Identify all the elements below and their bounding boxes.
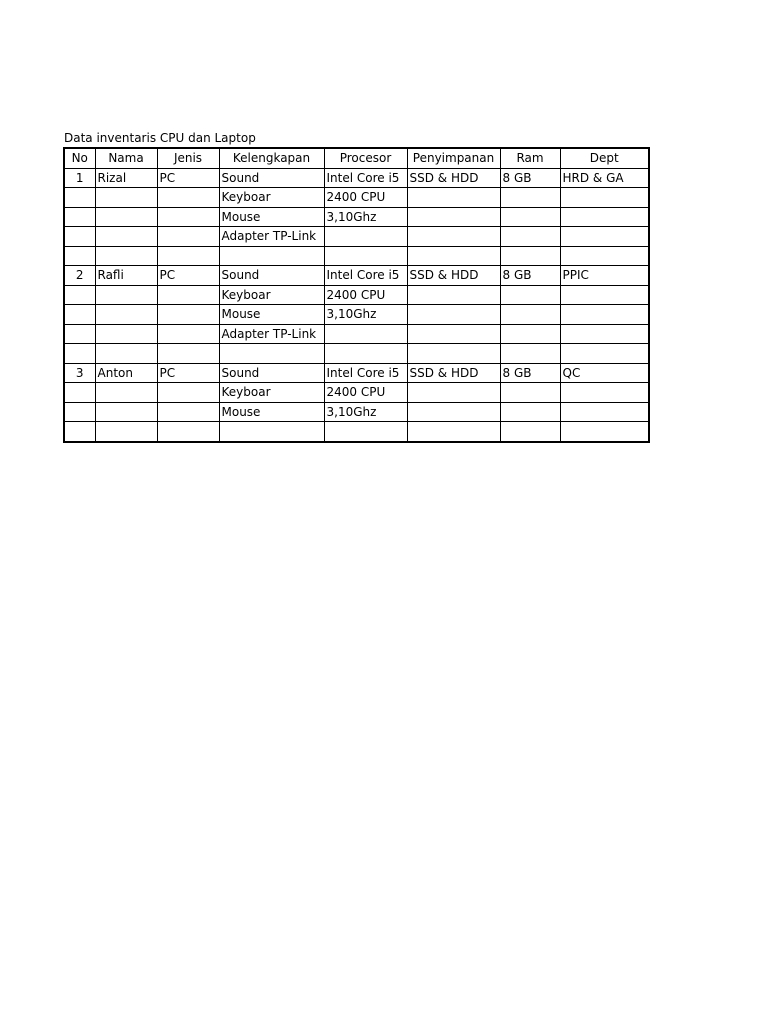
cell-penyimpanan: [407, 227, 500, 247]
header-nama: Nama: [95, 148, 157, 168]
cell-procesor: Intel Core i5: [324, 266, 407, 286]
cell-no: [64, 422, 95, 442]
cell-procesor: [324, 227, 407, 247]
cell-penyimpanan: [407, 207, 500, 227]
cell-procesor: [324, 422, 407, 442]
cell-kelengkapan: Keyboar: [219, 188, 324, 208]
table-row: [64, 383, 649, 403]
table-row: [64, 207, 649, 227]
cell-no: [64, 383, 95, 403]
cell-penyimpanan: [407, 285, 500, 305]
cell-dept: HRD & GA: [560, 168, 649, 188]
cell-dept: QC: [560, 363, 649, 383]
cell-no: [64, 344, 95, 364]
cell-procesor: 3,10Ghz: [324, 402, 407, 422]
cell-ram: [500, 285, 560, 305]
cell-nama: [95, 324, 157, 344]
cell-nama: [95, 422, 157, 442]
cell-procesor: 3,10Ghz: [324, 305, 407, 325]
cell-nama: [95, 285, 157, 305]
cell-ram: [500, 383, 560, 403]
cell-ram: [500, 422, 560, 442]
cell-dept: [560, 402, 649, 422]
cell-procesor: 2400 CPU: [324, 188, 407, 208]
cell-jenis: PC: [157, 363, 219, 383]
cell-nama: Anton: [95, 363, 157, 383]
cell-jenis: [157, 305, 219, 325]
inventory-table: [63, 147, 650, 443]
cell-procesor: 3,10Ghz: [324, 207, 407, 227]
cell-ram: [500, 246, 560, 266]
header-no: No: [64, 148, 95, 168]
cell-jenis: [157, 383, 219, 403]
cell-jenis: [157, 188, 219, 208]
cell-jenis: [157, 207, 219, 227]
header-ram: Ram: [500, 148, 560, 168]
cell-jenis: [157, 422, 219, 442]
cell-kelengkapan: Sound: [219, 168, 324, 188]
cell-kelengkapan: [219, 344, 324, 364]
cell-no: [64, 402, 95, 422]
cell-ram: [500, 324, 560, 344]
table-row: [64, 227, 649, 247]
cell-jenis: [157, 324, 219, 344]
cell-no: [64, 305, 95, 325]
cell-kelengkapan: Mouse: [219, 402, 324, 422]
cell-dept: [560, 188, 649, 208]
cell-no: [64, 207, 95, 227]
cell-jenis: [157, 402, 219, 422]
cell-no: [64, 188, 95, 208]
cell-kelengkapan: Keyboar: [219, 383, 324, 403]
cell-penyimpanan: SSD & HDD: [407, 266, 500, 286]
cell-dept: [560, 207, 649, 227]
cell-nama: [95, 207, 157, 227]
cell-dept: [560, 324, 649, 344]
cell-dept: [560, 246, 649, 266]
cell-ram: [500, 305, 560, 325]
cell-kelengkapan: Keyboar: [219, 285, 324, 305]
table-row: [64, 363, 649, 383]
cell-nama: [95, 227, 157, 247]
table-row: [64, 324, 649, 344]
cell-procesor: [324, 324, 407, 344]
cell-nama: [95, 344, 157, 364]
cell-ram: [500, 188, 560, 208]
header-row: [64, 148, 649, 168]
cell-nama: Rizal: [95, 168, 157, 188]
table-row: [64, 402, 649, 422]
cell-dept: [560, 422, 649, 442]
table-row: [64, 285, 649, 305]
cell-procesor: Intel Core i5: [324, 363, 407, 383]
cell-penyimpanan: [407, 383, 500, 403]
cell-kelengkapan: Sound: [219, 363, 324, 383]
cell-nama: Rafli: [95, 266, 157, 286]
cell-procesor: Intel Core i5: [324, 168, 407, 188]
cell-dept: [560, 285, 649, 305]
cell-dept: [560, 227, 649, 247]
cell-ram: 8 GB: [500, 363, 560, 383]
table-row: [64, 168, 649, 188]
cell-no: [64, 246, 95, 266]
cell-jenis: [157, 227, 219, 247]
cell-jenis: PC: [157, 168, 219, 188]
header-dept: Dept: [560, 148, 649, 168]
cell-no: [64, 227, 95, 247]
cell-ram: [500, 402, 560, 422]
table-row: [64, 305, 649, 325]
cell-penyimpanan: [407, 188, 500, 208]
cell-penyimpanan: [407, 324, 500, 344]
cell-procesor: 2400 CPU: [324, 383, 407, 403]
document-title: Data inventaris CPU dan Laptop: [64, 131, 256, 145]
header-procesor: Procesor: [324, 148, 407, 168]
cell-dept: [560, 305, 649, 325]
cell-penyimpanan: [407, 402, 500, 422]
cell-ram: 8 GB: [500, 266, 560, 286]
cell-ram: 8 GB: [500, 168, 560, 188]
cell-ram: [500, 344, 560, 364]
cell-kelengkapan: Mouse: [219, 207, 324, 227]
header-penyimpanan: Penyimpanan: [407, 148, 500, 168]
cell-no: [64, 285, 95, 305]
cell-kelengkapan: Mouse: [219, 305, 324, 325]
table-body: [64, 168, 649, 442]
cell-procesor: 2400 CPU: [324, 285, 407, 305]
cell-penyimpanan: [407, 305, 500, 325]
header-kelengkapan: Kelengkapan: [219, 148, 324, 168]
cell-penyimpanan: SSD & HDD: [407, 363, 500, 383]
cell-nama: [95, 383, 157, 403]
cell-no: 1: [64, 168, 95, 188]
cell-no: 3: [64, 363, 95, 383]
table-row: [64, 246, 649, 266]
cell-nama: [95, 246, 157, 266]
cell-kelengkapan: Adapter TP-Link: [219, 324, 324, 344]
header-jenis: Jenis: [157, 148, 219, 168]
cell-dept: PPIC: [560, 266, 649, 286]
cell-jenis: [157, 344, 219, 364]
cell-ram: [500, 207, 560, 227]
cell-ram: [500, 227, 560, 247]
cell-nama: [95, 305, 157, 325]
cell-kelengkapan: Adapter TP-Link: [219, 227, 324, 247]
cell-penyimpanan: [407, 246, 500, 266]
table-row: [64, 266, 649, 286]
cell-nama: [95, 188, 157, 208]
cell-penyimpanan: [407, 344, 500, 364]
table-row: [64, 344, 649, 364]
cell-procesor: [324, 344, 407, 364]
cell-no: 2: [64, 266, 95, 286]
cell-penyimpanan: [407, 422, 500, 442]
cell-procesor: [324, 246, 407, 266]
cell-jenis: PC: [157, 266, 219, 286]
cell-jenis: [157, 246, 219, 266]
cell-no: [64, 324, 95, 344]
cell-dept: [560, 383, 649, 403]
table-row: [64, 422, 649, 442]
cell-nama: [95, 402, 157, 422]
cell-kelengkapan: Sound: [219, 266, 324, 286]
cell-dept: [560, 344, 649, 364]
cell-kelengkapan: [219, 246, 324, 266]
cell-penyimpanan: SSD & HDD: [407, 168, 500, 188]
cell-jenis: [157, 285, 219, 305]
cell-kelengkapan: [219, 422, 324, 442]
table-row: [64, 188, 649, 208]
